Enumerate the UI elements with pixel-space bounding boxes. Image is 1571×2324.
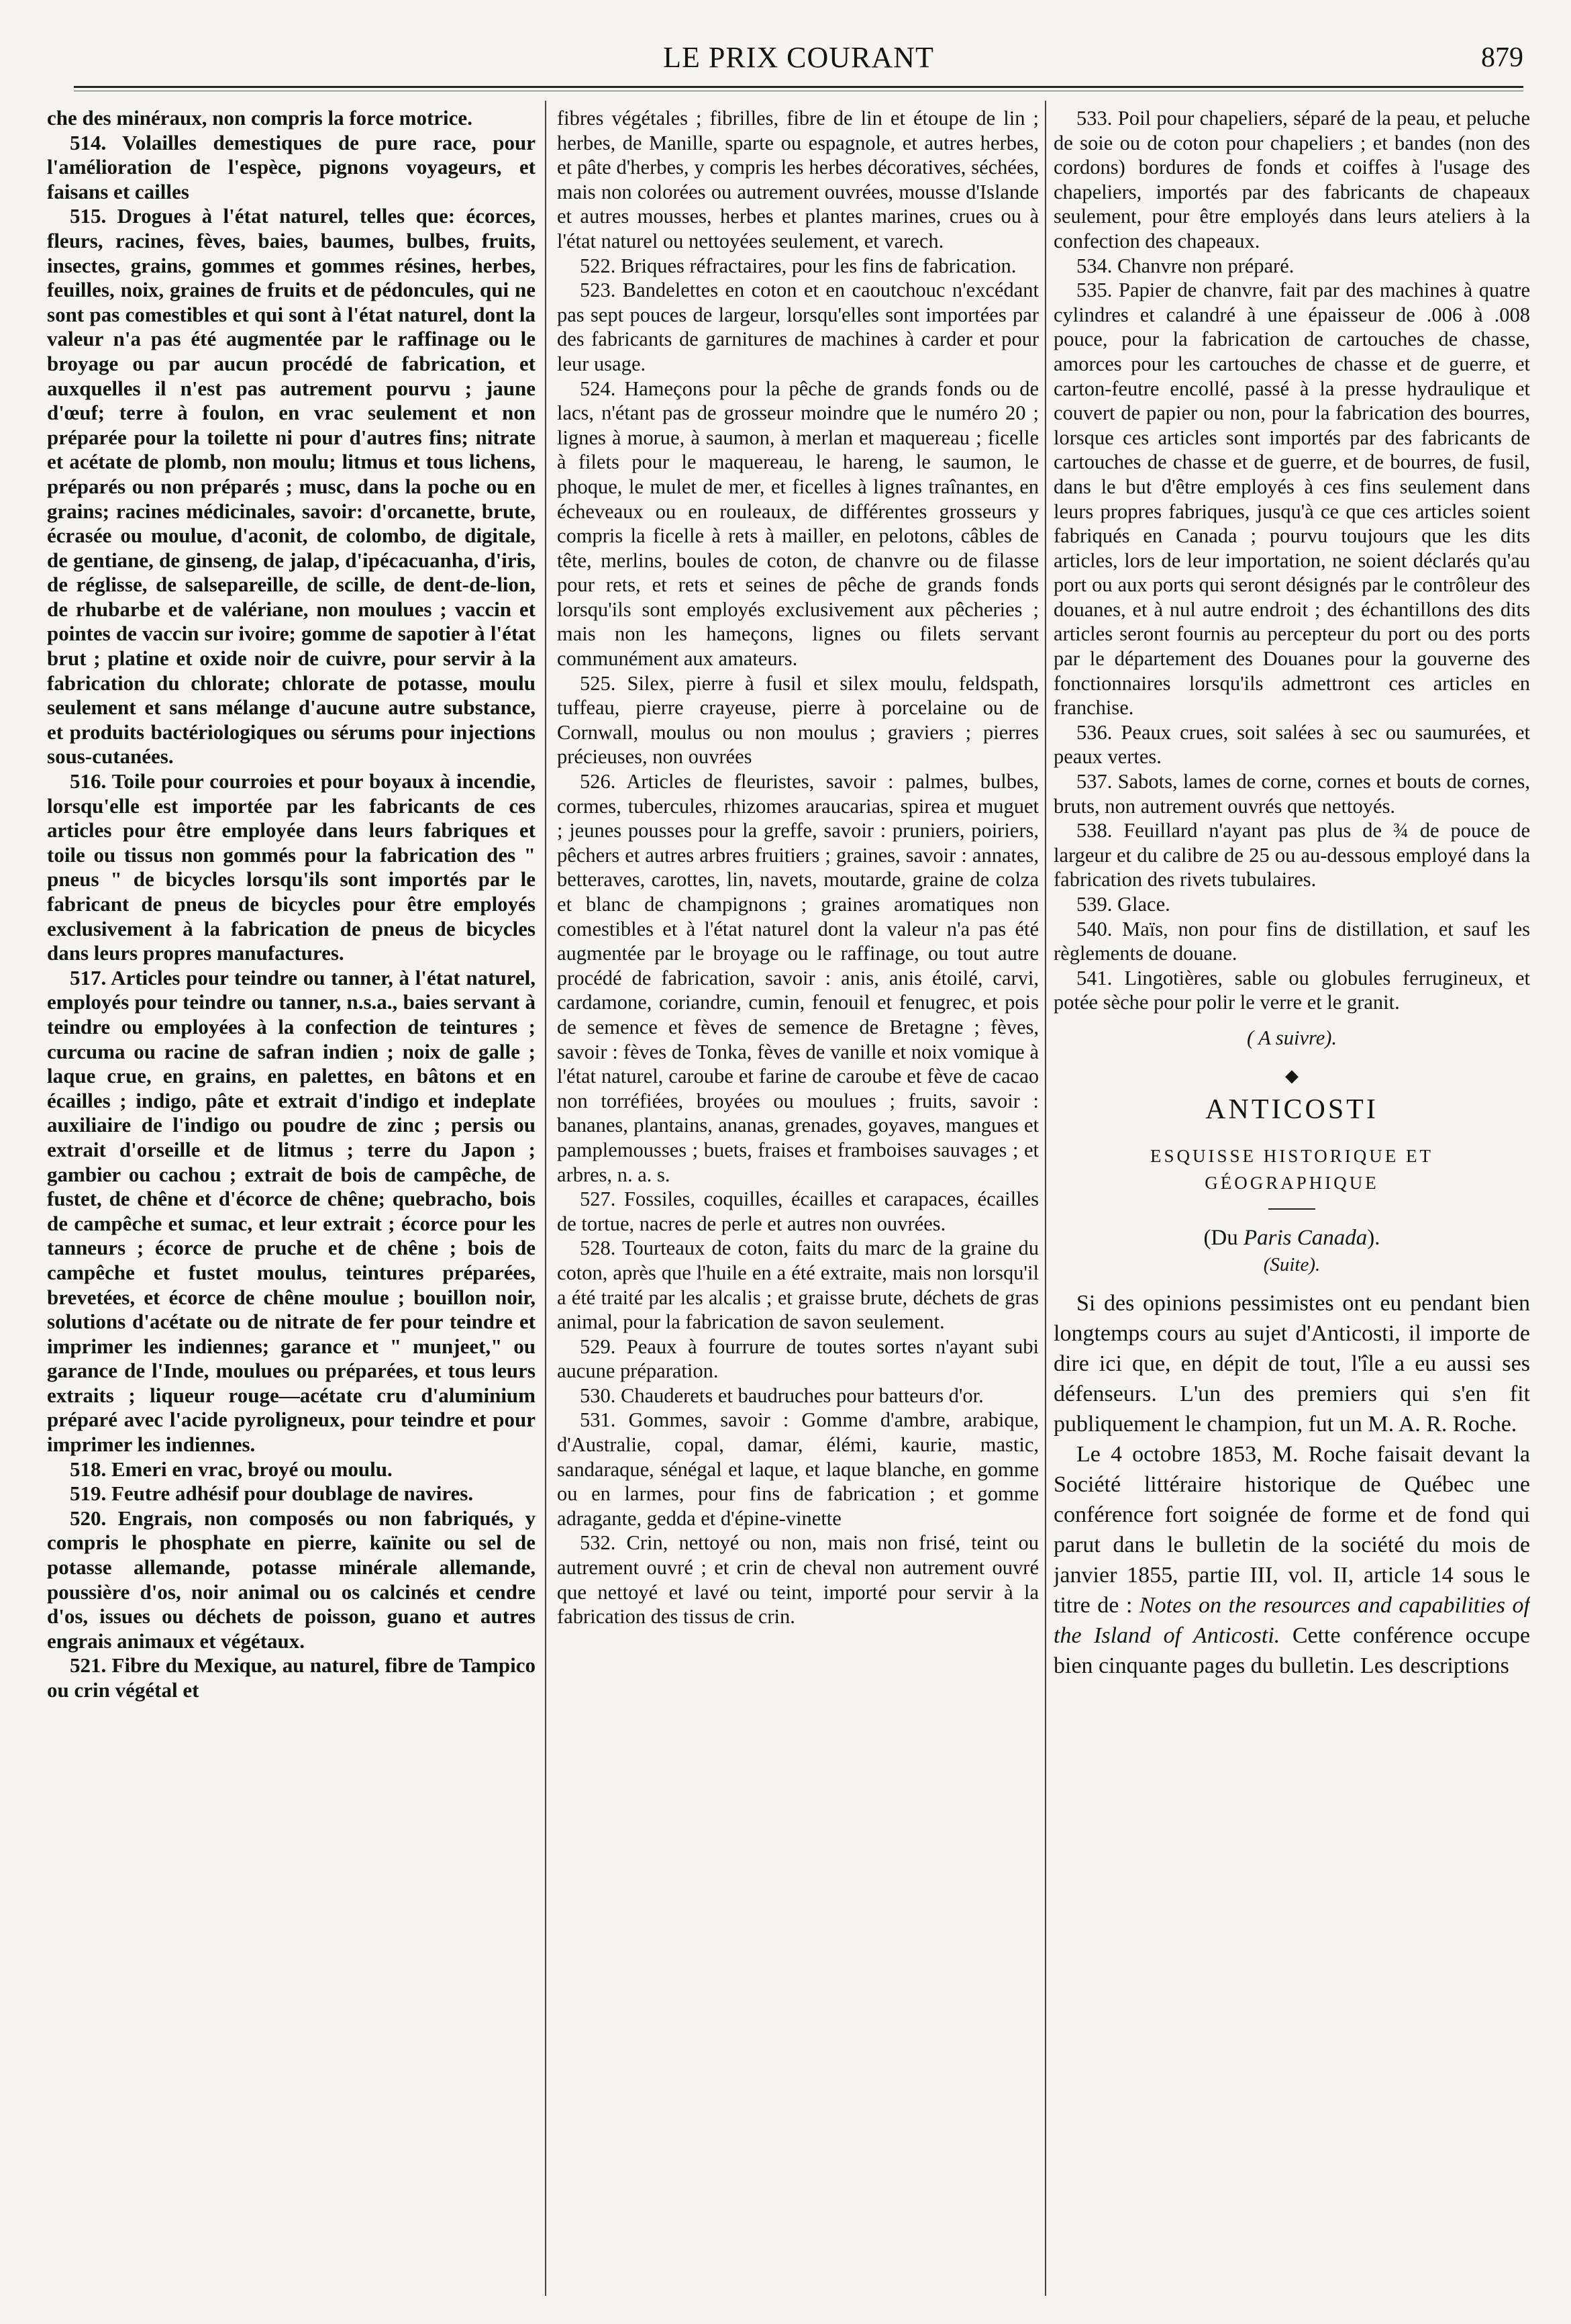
entry-535: 535. Papier de chanvre, fait par des machines à quatre cylindres et calandré à une épaisseur de .006 à .008 pouce, pour la fabrication de cartouches de chasse, amorces pour les cartouches de chasse et de guerre, et carton-feutre encollé, passé à la presse hydraulique et couvert de papier ou non, pour la fabrication des bourres, lorsque ces articles sont importés par des fabricants de cartouches de chasse et de guerre, et de bourres, de fusil, dans le but d'être employés à ces fins seulement dans leurs propres fabriques, jusqu'à ce que ces articles soient fabriqués en Canada ; pourvu toujours que les dits articles, lors de leur importation, ne soient déclarés qu'au port ou aux ports qui seront désignés par le contrôleur des douanes, et à nul autre endroit ; des échantillons des dits articles seront fournis au percepteur du port ou des ports par le département des Douanes pour la gouverne des fonctionnaires lorsqu'ils admettront ces articles en franchise. — [1054, 279, 1530, 720]
column-2 — [557, 106, 1039, 2254]
p2-part-b: Cette conférence occupe bien cinquante pages du bulletin. Les descriptions — [1054, 1623, 1530, 1678]
entry-519: 519. Feutre adhésif pour doublage de navires. — [70, 1482, 474, 1506]
journal-title: LE PRIX COURANT — [663, 41, 934, 74]
header-rule — [74, 86, 1523, 91]
entry-540: 540. Maïs, non pour fins de distillation, et sauf les règlements de douane. — [1054, 917, 1530, 965]
article-suite: (Suite). — [1263, 1254, 1321, 1276]
entry-537: 537. Sabots, lames de corne, cornes et bouts de cornes, bruts, non autrement ouvrés que nettoyés. — [1054, 770, 1530, 818]
entry-524: 524. Hameçons pour la pêche de grands fonds ou de lacs, n'étant pas de grosseur moindre que le numéro 20 ; lignes à morue, à saumon, à merlan et maquereau ; ficelle à filets pour le maquereau, le hareng, le saumon, le phoque, le mulet de mer, et ficelles à lignes traînantes, en écheveaux ou en rouleaux, de différentes grosseurs y compris la ficelle à rets à mailler, en pelotons, câbles de tête, merlins, boules de coton, de chanvre ou de filasse pour rets, et rets et seines de pêche de grands fonds lorsqu'ils sont employés exclusivement aux pêcheries ; mais non les hameçons, lignes ou filets servant communément aux amateurs. — [557, 377, 1039, 671]
column-3 — [1054, 106, 1530, 2254]
entry-526: 526. Articles de fleuristes, savoir : palmes, bulbes, cormes, tubercules, rhizomes araucarias, spirea et muguet ; jeunes pousses pour la greffe, savoir : pruniers, poiriers, pêchers et autres arbres fruitiers ; graines, savoir : annates, betteraves, carottes, lin, navets, moutarde, graine de colza et blanc de champignons ; graines aromatiques non comestibles et à l'état naturel dont la valeur n'a pas été augmentée par le broyage ou le raffinage, ou tout autre procédé de fabrication, savoir : anis, anis étoilé, carvi, cardamone, coriandre, cumin, fenouil et fenugrec, et pois de semence et fèves de semence de Bretagne ; fèves, savoir : fèves de Tonka, fèves de vanille et noix vomique à l'état naturel, caroube et farine de caroube et fève de cacao non torréfiées, broyées ou moulues ; fruits, savoir : bananes, plantains, ananas, grenades, goyaves, mangues et pamplemousses ; buets, fraises et framboises sauvages ; et arbres, n. a. s. — [557, 770, 1039, 1186]
entry-536: 536. Peaux crues, soit salées à sec ou saumurées, et peaux vertes. — [1054, 720, 1530, 769]
page-header — [74, 40, 1523, 87]
column-separator-2 — [1045, 101, 1046, 2296]
entry-525: 525. Silex, pierre à fusil et silex moulu, feldspath, tuffeau, pierre crayeuse, pierre à porcelaine ou de Cornwall, moulus ou non moulus ; graviers ; pierres précieuses, non ouvrées — [557, 671, 1039, 769]
source-prefix: (Du — [1203, 1225, 1244, 1250]
article-source — [1054, 1226, 1530, 1251]
article-divider — [1268, 1208, 1315, 1210]
page-number: 879 — [1481, 42, 1523, 73]
article-title: ANTICOSTI — [1205, 1094, 1378, 1126]
entry-531: 531. Gommes, savoir : Gomme d'ambre, arabique, d'Australie, copal, damar, élémi, kaurie, mastic, sandaraque, sénégal et laque, et laque blanche, en gomme ou en larmes, pour fins de fabrication ; et gomme adragante, gedda et d'épine-vinette — [557, 1408, 1039, 1530]
entry-522: 522. Briques réfractaires, pour les fins de fabrication. — [580, 254, 1017, 277]
entry-533: 533. Poil pour chapeliers, séparé de la peau, et peluche de soie ou de coton pour chapeliers ; et bandes (non des cordons) bordures de fonds et coiffes à l'usage des chapeliers, importés par des fabricants de chapeaux seulement, pour être employés dans leurs ateliers à la confection des chapeaux. — [1054, 107, 1530, 252]
entry-534: 534. Chanvre non préparé. — [1076, 254, 1295, 277]
entry-514: 514. Volailles demestiques de pure race, pour l'amélioration de l'espèce, pignons voyageurs, et faisans et cailles — [47, 130, 536, 203]
source-suffix: ). — [1367, 1225, 1380, 1250]
article-paragraph-1: Si des opinions pessimistes ont eu pendant bien longtemps cours au sujet d'Anticosti, il importe de dire ici que, en dépit de tout, l'île a eu aussi ses défenseurs. L'un des premiers qui s'en fit publiquement le champion, fut un M. A. R. Roche. — [1054, 1290, 1530, 1437]
entry-521-tail: fibres végétales ; fibrilles, fibre de lin et étoupe de lin ; herbes, de Manille, sparte ou espagnole, et autres herbes, et pâte d'herbes, y compris les herbes décoratives, séchées, mais non colorées ou autrement ouvrées, mousse d'Islande et autres mousses, herbes et plantes marines, crues ou à l'état naturel ou nettoyées seulement, et varech. — [557, 107, 1039, 252]
article-paragraph-2 — [1054, 1439, 1530, 1681]
ornament-icon: ◆ — [1285, 1065, 1299, 1085]
entry-532: 532. Crin, nettoyé ou non, mais non frisé, teint ou autrement ouvré ; et crin de cheval non autrement ouvré que nettoyé et lavé ou teint, importé pour servir à la fabrication des tissus de crin. — [557, 1531, 1039, 1629]
entry-517: 517. Articles pour teindre ou tanner, à l'état naturel, employés pour teindre ou tanner, n.s.a., baies servant à teindre ou employées à la confection de teintures ; curcuma ou racine de safran indien ; noix de galle ; laque crue, en grains, en palettes, en bâtons et en écailles ; indigo, pâte et extrait d'indigo et indeplate auxiliaire de l'indigo ou poudre de zinc ; persis ou extrait d'orseille et de litmus ; terre du Japon ; gambier ou cachou ; extrait de bois de campêche, de fustet, de chêne et d'écorce de chêne; quebracho, bois de campêche et sumac, et leur extrait ; écorce pour les tanneurs ; écorce de pruche et de chêne ; bois de campêche et fustet moulus, teintures préparées, brevetées, et écorce de chêne moulue ; bouillon noir, solutions d'acétate ou de nitrate de fer pour teindre et imprimer les indiennes; garance et " munjeet," ou garance de l'Inde, moulues ou préparées, et tous leurs extraits ; liqueur rouge—acétate cru d'aluminium préparé avec l'acide pyroligneux, pour teindre et pour imprimer les indiennes. — [47, 965, 536, 1457]
entry-521: 521. Fibre du Mexique, au naturel, fibre de Tampico ou crin végétal et — [47, 1653, 536, 1702]
entry-515: 515. Drogues à l'état naturel, telles que: écorces, fleurs, racines, fèves, baies, baumes, bulbes, fruits, insectes, grains, gommes et gommes résines, herbes, feuilles, noix, graines de fruits et de pédoncules, qui ne sont pas comestibles et qui sont à l'état naturel, dont la valeur n'a pas été augmentée par le raffinage ou le broyage ou par aucun procédé de fabrication, et auxquelles il n'est pas autrement pourvu ; jaune d'œuf; terre à foulon, en vrac seulement et non préparée pour la toilette ni pour d'autres fins; nitrate et acétate de plomb, non moulu; litmus et tous lichens, préparés ou non préparés ; musc, dans la poche ou en grains; racines médicinales, savoir: d'orcanette, brute, écrasée ou moulue, d'aconit, de colombo, de digitale, de gentiane, de ginseng, de jalap, d'ipécacuanha, d'iris, de réglisse, de salsepareille, de scille, de dent-de-lion, de rhubarbe et de valériane, non moulues ; vaccin et pointes de vaccin sur ivoire; gomme de sapotier à l'état brut ; platine et oxide noir de cuivre, pour servir à la fabrication du chlorate; chlorate de potasse, moulu seulement et sans mélange d'aucune autre substance, et produits bactériologiques ou sérums pour injections sous-cutanées. — [47, 204, 536, 769]
article-subtitle: ESQUISSE HISTORIQUE ET GÉOGRAPHIQUE — [1150, 1145, 1433, 1193]
column-1 — [47, 106, 536, 2254]
entry-539: 539. Glace. — [1076, 893, 1170, 916]
entry-528: 528. Tourteaux de coton, faits du marc de la graine du coton, après que l'huile en a été extraite, mais non lorsqu'il a été traité par les alcalis ; et graisse brute, déchets de gras animal, pour la fabrication de savon seulement. — [557, 1237, 1039, 1334]
entry-530: 530. Chauderets et baudruches pour batteurs d'or. — [580, 1384, 984, 1407]
entry-518: 518. Emeri en vrac, broyé ou moulu. — [70, 1457, 393, 1481]
column-separator-1 — [545, 101, 546, 2296]
entry-529: 529. Peaux à fourrure de toutes sortes n'ayant subi aucune préparation. — [557, 1335, 1039, 1383]
entry-523: 523. Bandelettes en coton et en caoutchouc n'excédant pas sept pouces de largeur, lorsqu'elles sont importées par des fabricants de garnitures de machines à carder et pour leur usage. — [557, 279, 1039, 375]
source-name: Paris Canada — [1244, 1225, 1368, 1250]
p2-cited-title: Notes on the resources and capabilities of the Island of Anticosti. — [1054, 1592, 1530, 1648]
entry-527: 527. Fossiles, coquilles, écailles et carapaces, écailles de tortue, nacres de perle et autres non ouvrées. — [557, 1188, 1039, 1235]
entry-541: 541. Lingotières, sable ou globules ferrugineux, et potée sèche pour polir le verre et le granit. — [1054, 966, 1530, 1014]
entry-516: 516. Toile pour courroies et pour boyaux à incendie, lorsqu'elle est importée par les fabricants de ces articles pour être employée dans leurs fabriques et toile ou tissus non gommés pour la fabrication des " pneus " de bicycles lorsqu'ils sont importés par le fabricant de pneus de bicycles pour être employés exclusivement à la fabrication de pneus de bicycles dans leurs propres manufactures. — [47, 769, 536, 965]
entry-520: 520. Engrais, non composés ou non fabriqués, y compris le phosphate en pierre, kaïnite ou sel de potasse allemande, potasse minérale allemande, poussière d'os, noir animal ou os calcinés et cendre d'os, issues ou déchets de poisson, guano et autres engrais animaux et végétaux. — [47, 1506, 536, 1653]
entry-538: 538. Feuillard n'ayant pas plus de ¾ de pouce de largeur et du calibre de 25 ou au-dessous employé dans la fabrication des rivets tubulaires. — [1054, 819, 1530, 891]
p2-part-a: Le 4 octobre 1853, M. Roche faisait devant la Société littéraire historique de Québec une conférence fort soignée de forme et de fond qui parut dans le bulletin de la société du mois de janvier 1855, partie III, vol. II, article 14 sous le titre de : — [1054, 1441, 1530, 1618]
entry-513-tail: che des minéraux, non compris la force motrice. — [47, 106, 472, 130]
to-be-continued: ( A suivre). — [1246, 1026, 1337, 1049]
